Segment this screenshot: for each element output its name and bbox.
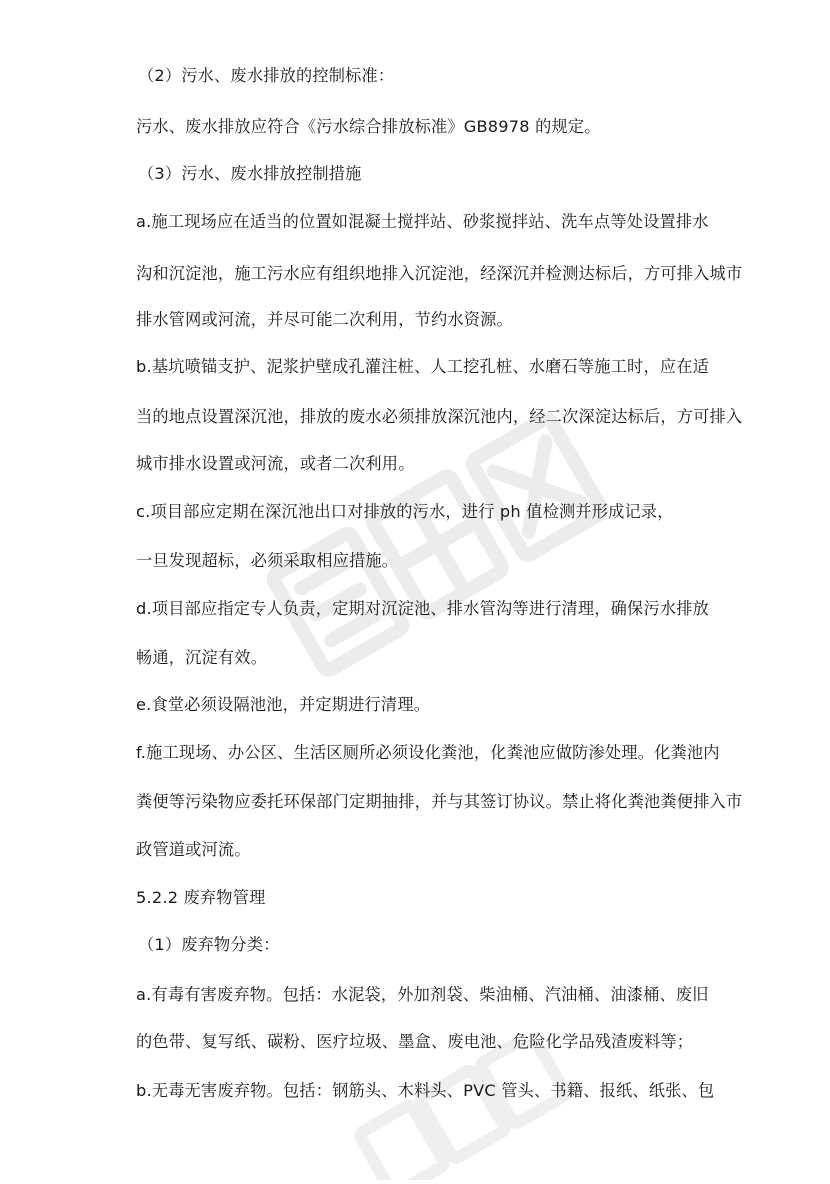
subheading-discharge-standard: （2）污水、废水排放的控制标准： [138,66,395,85]
paragraph-line: e.食堂必须设隔池池，并定期进行清理。 [136,695,431,714]
paragraph-line: d.项目部应指定专人负责，定期对沉淀池、排水管沟等进行清理，确保污水排放 [136,599,709,618]
subheading-waste-classification: （1）废弃物分类： [138,935,280,954]
paragraph-line: 一旦发现超标，必须采取相应措施。 [136,551,399,570]
watermark-icon [235,340,635,740]
paragraph-line: 沟和沉淀池，施工污水应有组织地排入沉淀池，经深沉并检测达标后，方可排入城市 [136,264,743,283]
subheading-control-measures: （3）污水、废水排放控制措施 [138,164,362,183]
paragraph-line: 粪便等污染物应委托环保部门定期抽排，并与其签订协议。禁止将化粪池粪便排入市 [136,792,743,811]
paragraph-line: f.施工现场、办公区、生活区厕所必须设化粪池，化粪池应做防渗处理。化粪池内 [136,743,720,762]
watermark [235,340,635,740]
paragraph-line: a.施工现场应在适当的位置如混凝土搅拌站、砂浆搅拌站、洗车点等处设置排水 [136,212,709,231]
paragraph-line: c.项目部应定期在深沉池出口对排放的污水，进行 ph 值检测并形成记录， [136,502,674,521]
paragraph-line: 政管道或河流。 [136,840,251,859]
section-heading-waste-management: 5.2.2 废弃物管理 [136,888,266,907]
paragraph-line: 畅通，沉淀有效。 [136,648,268,667]
paragraph-line: 的色带、复写纸、碳粉、医疗垃圾、墨盒、废电池、危险化学品残渣废料等； [136,1032,694,1051]
paragraph-line: 当的地点设置深沉池，排放的废水必须排放深沉池内，经二次深淀达标后，方可排入 [136,407,743,426]
paragraph-line: b.无毒无害废弃物。包括：钢筋头、木料头、PVC 管头、书籍、报纸、纸张、包 [136,1081,715,1100]
watermark-bottom-icon [330,1040,590,1180]
watermark-bottom [330,1040,590,1180]
paragraph-line: 排水管网或河流，并尽可能二次利用，节约水资源。 [136,310,513,329]
paragraph-line: a.有毒有害废弃物。包括：水泥袋，外加剂袋、柴油桶、汽油桶、油漆桶、废旧 [136,985,709,1004]
paragraph-line: b.基坑喷锚支护、泥浆护壁成孔灌注桩、人工挖孔桩、水磨石等施工时，应在适 [136,357,709,376]
paragraph-line: 污水、废水排放应符合《污水综合排放标准》GB8978 的规定。 [136,117,601,136]
paragraph-line: 城市排水设置或河流，或者二次利用。 [136,454,415,473]
